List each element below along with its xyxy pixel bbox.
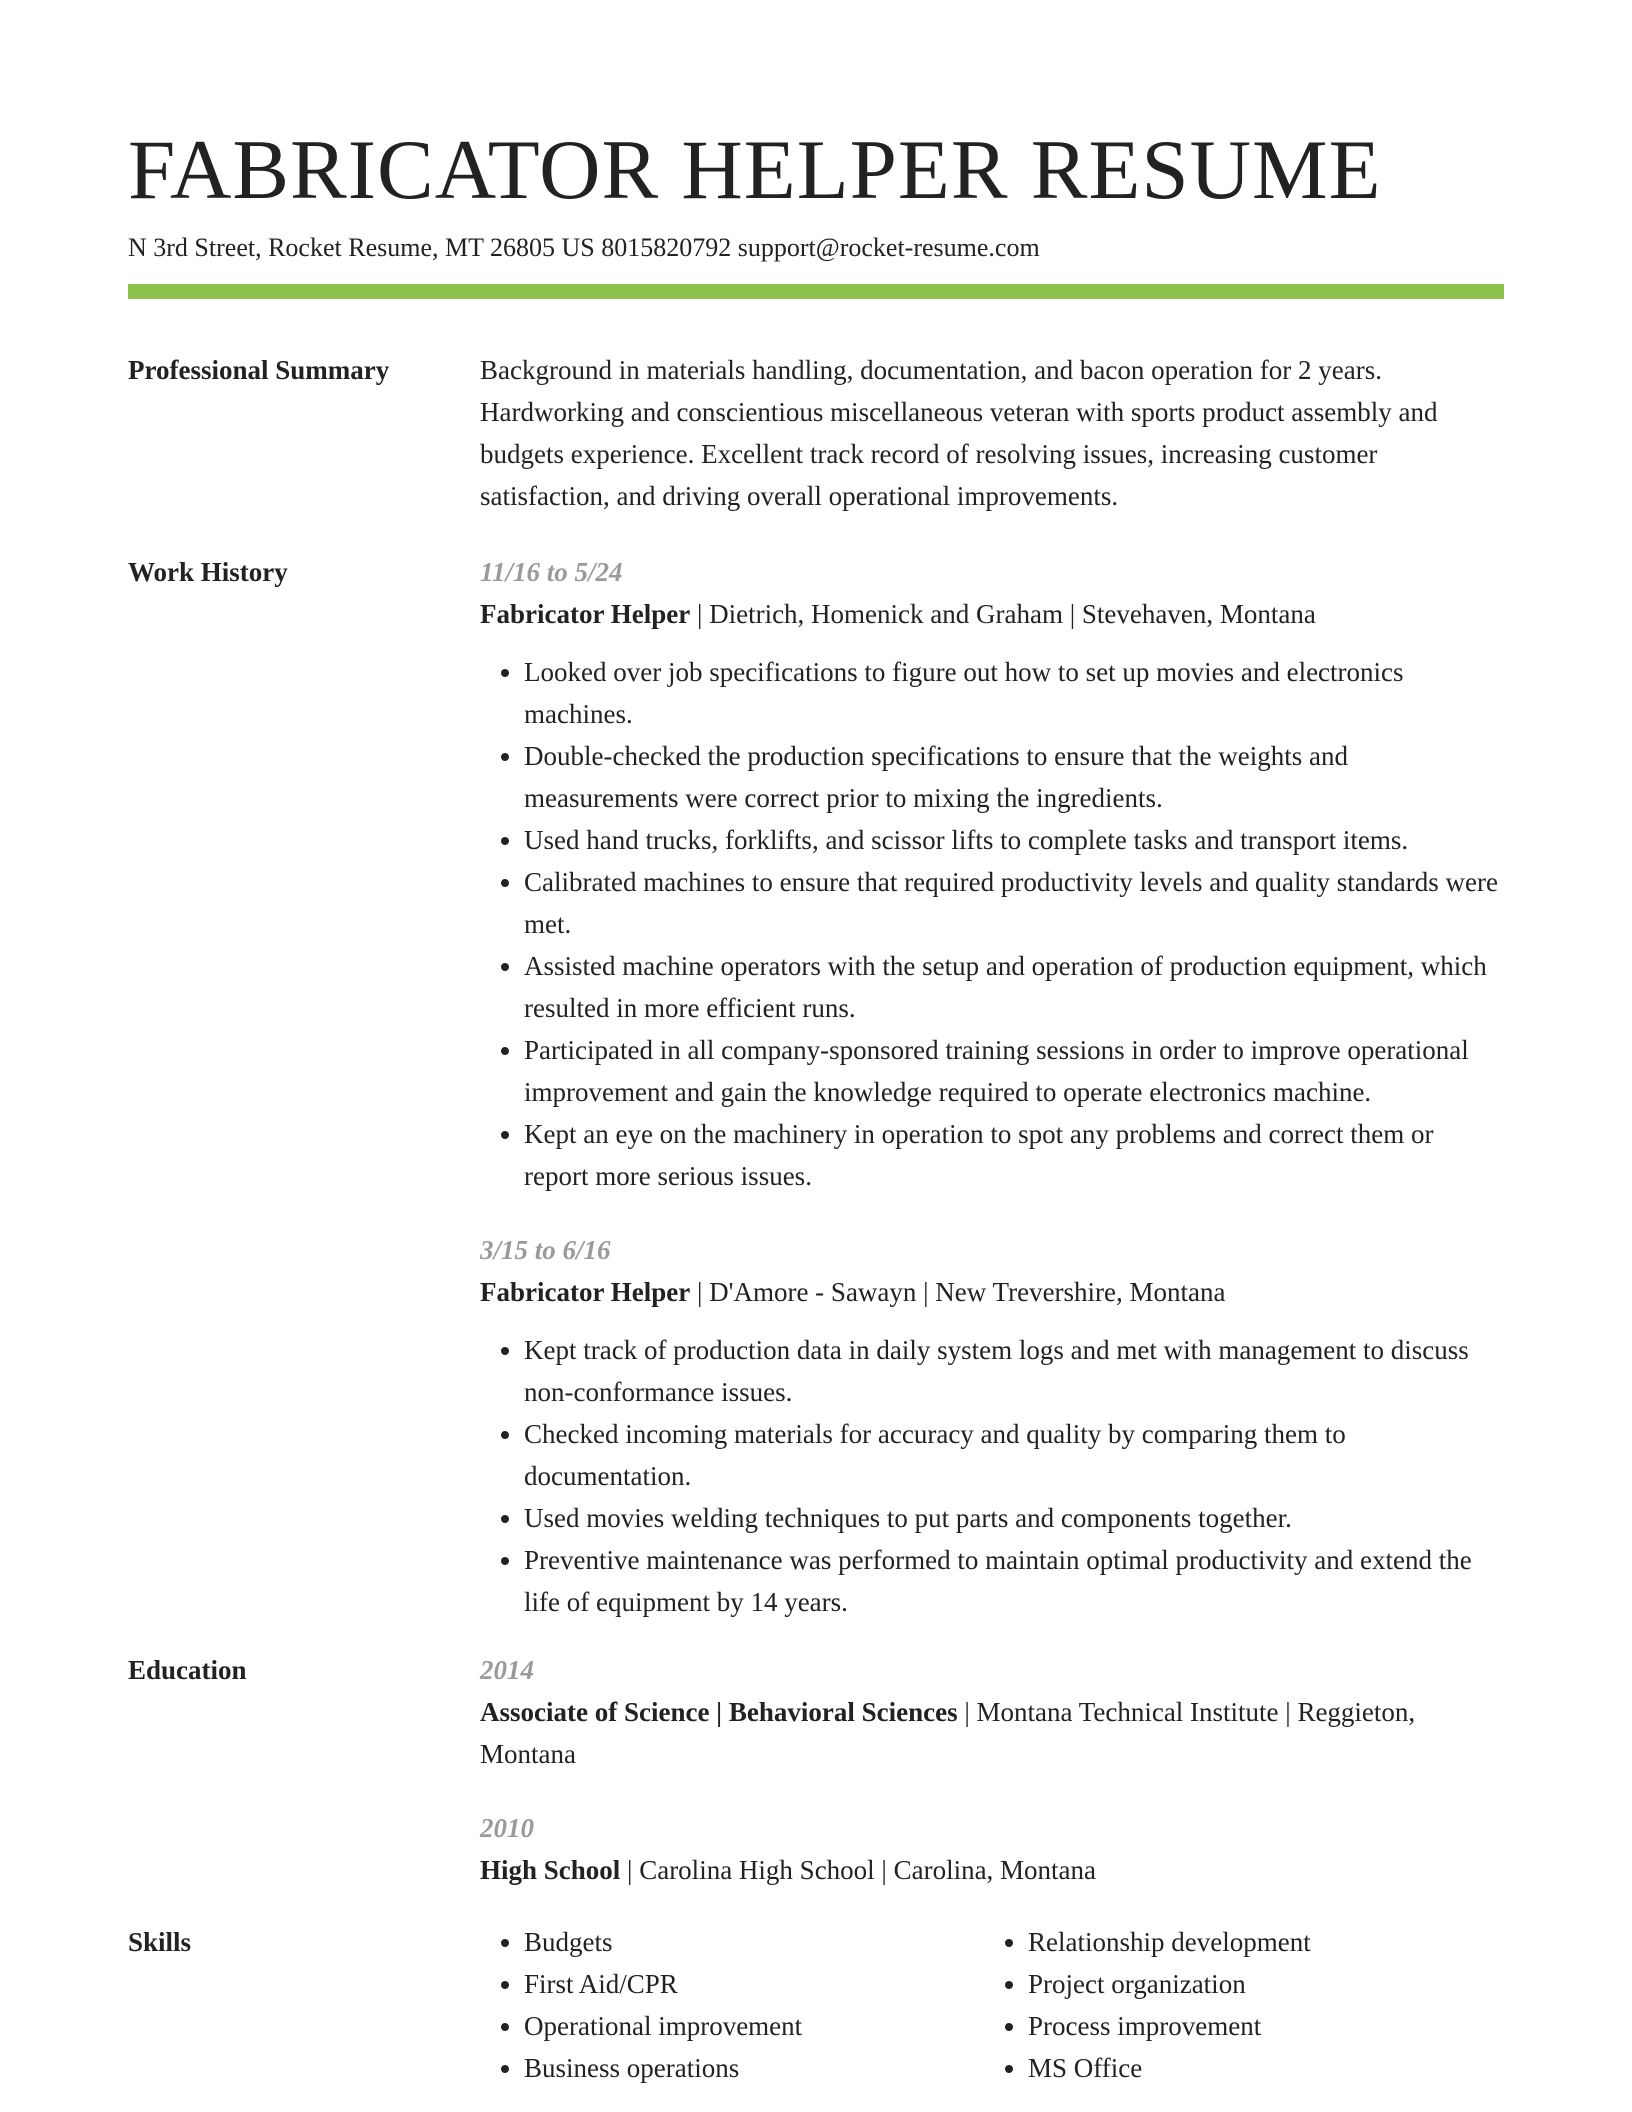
job-entry xyxy=(480,551,1504,1197)
resume-page xyxy=(128,0,1504,2089)
skill-item: • Relationship development xyxy=(1028,1921,1488,1963)
skill-item: • Project organization xyxy=(1028,1963,1488,2005)
job-bullet: • Used movies welding techniques to put parts and components together. xyxy=(524,1497,1504,1539)
skills-column-right xyxy=(984,1921,1488,2089)
skill-item: • Budgets xyxy=(524,1921,984,1963)
education-entry xyxy=(480,1807,1504,1891)
section-label-work-history: Work History xyxy=(128,557,288,587)
education-details: | Carolina High School | Carolina, Montana xyxy=(620,1855,1097,1885)
job-bullet: • Preventive maintenance was performed to maintain optimal productivity and extend the life of equipment by 14 years. xyxy=(524,1539,1504,1623)
summary-text: Background in materials handling, documentation, and bacon operation for 2 years. Hardworking and conscientious miscellaneous veteran with sports product assembly and budgets experience. Excellent track record of resolving issues, increasing customer satisfaction, and driving overall operational improvements. xyxy=(480,355,1438,511)
skills-column-left xyxy=(480,1921,984,2089)
job-details: | D'Amore - Sawayn | New Trevershire, Montana xyxy=(690,1277,1226,1307)
skill-item: • Operational improvement xyxy=(524,2005,984,2047)
education-entry xyxy=(480,1649,1504,1775)
job-bullet: • Participated in all company-sponsored training sessions in order to improve operational improvement and gain the knowledge required to operate electronics machine. xyxy=(524,1029,1504,1113)
section-label-summary: Professional Summary xyxy=(128,355,390,385)
skill-item: • First Aid/CPR xyxy=(524,1963,984,2005)
work-history-body xyxy=(480,551,1504,1623)
education-degree: Associate of Science | Behavioral Sciences xyxy=(480,1697,958,1727)
education-heading xyxy=(480,1691,1504,1775)
job-details: | Dietrich, Homenick and Graham | Stevehaven, Montana xyxy=(690,599,1316,629)
job-heading xyxy=(480,593,1504,635)
education-year: 2010 xyxy=(480,1813,534,1843)
job-entry xyxy=(480,1229,1504,1623)
job-bullet: • Used hand trucks, forklifts, and scissor lifts to complete tasks and transport items. xyxy=(524,819,1504,861)
resume-title: FABRICATOR HELPER RESUME xyxy=(128,123,1382,217)
skills-grid xyxy=(480,1921,1504,2089)
skill-item: • Business operations xyxy=(524,2047,984,2089)
job-bullet: • Kept an eye on the machinery in operation to spot any problems and correct them or report more serious issues. xyxy=(524,1113,1504,1197)
job-heading xyxy=(480,1271,1504,1313)
education-body xyxy=(480,1649,1504,1891)
job-dates: 3/15 to 6/16 xyxy=(480,1235,611,1265)
job-title: Fabricator Helper xyxy=(480,1277,691,1307)
contact-line: N 3rd Street, Rocket Resume, MT 26805 US 8015820792 support@rocket-resume.com xyxy=(128,233,1040,262)
accent-divider xyxy=(128,284,1504,299)
work-history-section xyxy=(128,551,1504,1623)
education-details: | Montana Technical Institute | Reggieton, Montana xyxy=(480,1697,1416,1769)
job-bullet: • Assisted machine operators with the setup and operation of production equipment, which resulted in more efficient runs. xyxy=(524,945,1504,1029)
summary-section xyxy=(128,349,1504,517)
education-degree: High School xyxy=(480,1855,621,1885)
education-section xyxy=(128,1649,1504,1891)
section-label-skills: Skills xyxy=(128,1927,192,1957)
job-dates: 11/16 to 5/24 xyxy=(480,557,623,587)
skill-item: • Process improvement xyxy=(1028,2005,1488,2047)
job-bullet: • Calibrated machines to ensure that required productivity levels and quality standards were met. xyxy=(524,861,1504,945)
education-heading xyxy=(480,1849,1504,1891)
education-year: 2014 xyxy=(480,1655,534,1685)
job-bullet: • Checked incoming materials for accuracy and quality by comparing them to documentation. xyxy=(524,1413,1504,1497)
skill-item: • MS Office xyxy=(1028,2047,1488,2089)
job-bullet: • Kept track of production data in daily system logs and met with management to discuss non-conformance issues. xyxy=(524,1329,1504,1413)
job-bullet: • Looked over job specifications to figure out how to set up movies and electronics machines. xyxy=(524,651,1504,735)
job-title: Fabricator Helper xyxy=(480,599,691,629)
job-bullets xyxy=(480,1329,1504,1623)
section-label-education: Education xyxy=(128,1655,247,1685)
job-bullets xyxy=(480,651,1504,1197)
skills-section xyxy=(128,1921,1504,2089)
job-bullet: • Double-checked the production specifications to ensure that the weights and measurements were correct prior to mixing the ingredients. xyxy=(524,735,1504,819)
